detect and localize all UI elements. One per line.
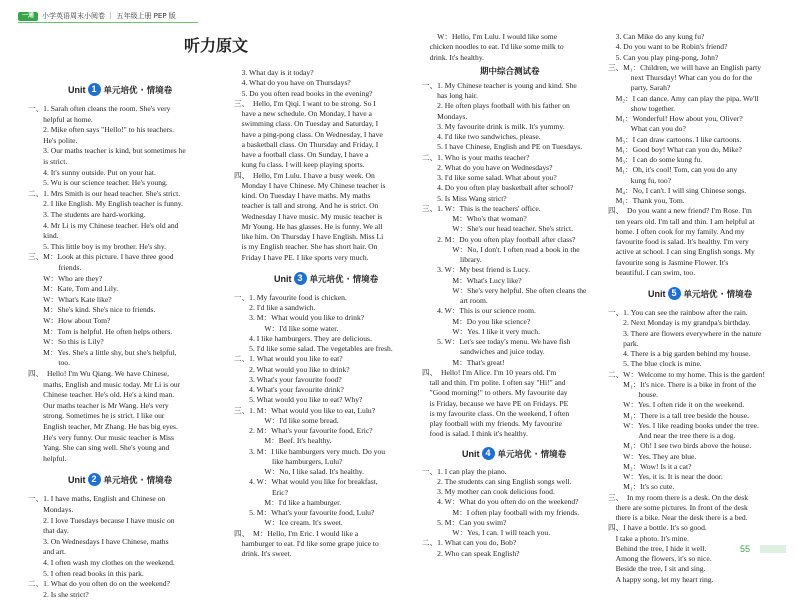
text-line: Friday I have PE. I like sports very much.: [234, 252, 369, 262]
text-line: has long hair.: [422, 91, 478, 100]
text-line: helpful.: [28, 453, 67, 463]
text-line: 4. What's your favourite drink?: [234, 385, 344, 394]
text-line: M₃：I can draw cartoons. I like cartoons.: [608, 134, 742, 144]
text-line: 5. I'd like some salad. The vegetables are fresh.: [234, 344, 393, 353]
text-line: 二、1. Who is your maths teacher?: [422, 152, 530, 162]
unit-word: Unit: [648, 289, 666, 299]
text-line: is Friday, because we have PE on Fridays. PE: [422, 398, 569, 408]
text-line: W：She's very helpful. She often cleans the: [422, 285, 587, 295]
text-line: 三、1. W：This is the teachers' office.: [422, 203, 541, 213]
text-line: What can you do?: [608, 124, 686, 134]
text-line: W：Hello, I'm Lulu. I would like some: [422, 32, 558, 41]
text-line: like hamburgers, Lulu?: [234, 456, 343, 466]
text-line: 四、 Hello! I'm Wu Qiang. We have Chinese,: [28, 369, 170, 378]
text-line: Monday I have Chinese. My Chinese teacher is: [234, 180, 386, 190]
text-line: M：Beef. It's healthy.: [234, 436, 332, 446]
text-line: is my favourite class. On the weekend, I often: [422, 408, 570, 418]
text-line: 3. On Wednesdays I have Chinese, maths: [28, 536, 169, 546]
text-line: 4. I often wash my clothes on the weekend.: [28, 558, 175, 567]
text-line: W：Yes. I like reading books under the tree.: [608, 420, 759, 430]
text-line: teacher is tall and strong. And he is strict. On: [234, 201, 379, 211]
text-line: Our maths teacher is Mr Wang. He's very: [28, 400, 169, 410]
text-line: 4. I'd like two sandwiches, please.: [422, 132, 541, 141]
text-line: 2. I'd like a sandwich.: [234, 303, 316, 312]
text-line: W：Yes, I can. I will teach you.: [422, 528, 551, 537]
text-line: 三、 Hello, I'm Qiqi. I want to be strong. So I: [234, 98, 376, 108]
text-line: 3. Can Mike do any kung fu?: [608, 32, 705, 41]
text-line: M₁：It's so cute.: [608, 482, 675, 492]
text-line: 3. What day is it today?: [234, 68, 314, 77]
text-line: active at school. I can sing English songs. My: [608, 247, 755, 257]
text-line: ten years old. I'm tall and thin. I am helpful at: [608, 216, 755, 226]
text-line: strong. Sometimes he is strict. I like our: [28, 411, 165, 421]
text-line: W：I'd like some bread.: [234, 415, 339, 425]
text-line: 3. There are flowers everywhere in the nature: [608, 328, 762, 338]
text-line: 5. I often read books in this park.: [28, 568, 144, 578]
text-line: beautiful. I can swim, too.: [608, 267, 696, 277]
text-line: M：That's great!: [422, 357, 505, 367]
text-line: 3. W：My best friend is Lucy.: [422, 265, 530, 275]
text-line: W：No, I like salad. It's healthy.: [234, 467, 364, 476]
text-line: 2. The students can sing English songs well.: [422, 476, 572, 486]
text-line: English teacher, Mr Zhang. He has big eyes.: [28, 422, 178, 431]
text-line: 4. Do you often play basketball after school?: [422, 183, 574, 193]
text-line: 5. The blue clock is mine.: [608, 359, 702, 369]
text-line: 四、I have a bottle. It's so good.: [608, 523, 707, 533]
text-line: 2. Next Monday is my grandpa's birthday.: [608, 318, 751, 328]
text-line: 一、1. My favourite food is chicken.: [234, 292, 347, 302]
text-line: 4. Do you want to be Robin's friend?: [608, 42, 728, 52]
page-number: 55: [740, 544, 751, 554]
text-line: Beside the tree, I sit and sing.: [608, 564, 706, 574]
text-line: 2. What would you like to drink?: [234, 364, 350, 374]
text-line: 2. I like English. My English teacher is funny.: [28, 199, 183, 209]
text-line: chicken noodles to eat. I'd like some milk to: [422, 42, 564, 52]
text-line: 5. W：Let's see today's menu. We have fish: [422, 337, 571, 346]
unit-number-badge: 1: [88, 83, 101, 96]
text-line: M₁：It's nice. There is a bike in front of the: [608, 379, 757, 389]
text-line: 2. Who can speak English?: [422, 548, 520, 558]
text-line: 四、 Do you want a new friend? I'm Rose. I'm: [608, 206, 752, 216]
text-line: 二、1. What can you do, Bob?: [422, 538, 517, 548]
text-line: house.: [608, 390, 658, 399]
text-line: 5. This little boy is my brother. He's shy.: [28, 241, 167, 251]
unit-label: 单元培优 · 情境卷: [103, 476, 173, 487]
unit-label: 单元培优 · 情境卷: [309, 274, 379, 285]
text-line: library.: [422, 255, 482, 264]
text-line: I take a photo. It's mine.: [608, 533, 689, 543]
text-line: 二、1. Mrs Smith is our head teacher. She's strict.: [28, 188, 181, 198]
text-line: M₄：No, I can't. I will sing Chinese songs.: [608, 185, 747, 195]
text-line: 三、M：Look at this picture. I have three good: [28, 252, 174, 262]
text-line: 5. Is Miss Wang strict?: [422, 193, 507, 203]
text-line: M₃：I can do some kung fu.: [608, 155, 703, 164]
text-line: He's polite.: [28, 135, 78, 145]
text-line: maths, English and music today. Mr Li is our: [28, 379, 181, 389]
unit-label: 单元培优 · 情境卷: [683, 290, 753, 300]
text-line: 三、1. M：What would you like to eat, Lulu?: [234, 405, 376, 415]
text-line: 2. Is she strict?: [28, 589, 89, 599]
text-line: 二、W：Welcome to my home. This is the garden!: [608, 369, 765, 379]
text-line: 3. I'd like some salad. What about you?: [422, 173, 557, 182]
text-line: Behind the tree, I hide it well.: [608, 543, 707, 553]
text-line: M：Yes. She's a little shy, but she's helpful,: [28, 347, 177, 357]
text-line: 4. It's sunny outside. Put on your hat.: [28, 167, 156, 177]
unit-heading: [462, 446, 566, 462]
text-line: W：Who are they?: [28, 273, 103, 283]
text-line: 二、1. What do you often do on the weekend?: [28, 579, 170, 589]
text-line: 四、 Hello! I'm Alice. I'm 10 years old. I'm: [422, 367, 557, 377]
text-line: W：She's our head teacher. She's strict.: [422, 224, 573, 234]
unit-heading: [68, 472, 172, 488]
text-line: 4. W：This is our science room.: [422, 306, 536, 316]
text-line: friends.: [28, 263, 82, 272]
text-line: Among the flowers, it's so nice.: [608, 554, 712, 563]
text-line: 2. Mike often says "Hello!" to his teachers.: [28, 125, 175, 135]
text-line: 2. What do you have on Wednesdays?: [422, 162, 553, 172]
text-line: art room.: [422, 296, 488, 305]
text-line: park.: [608, 338, 639, 348]
text-line: M₁：There is a tall tree beside the house.: [608, 410, 749, 420]
book-title: 小学英语周末小阅卷 ｜ 五年级上册 PEP 版: [42, 12, 176, 20]
unit-heading: [648, 286, 752, 302]
text-line: swimming class. On Tuesday and Saturday, I: [234, 119, 379, 129]
unit-number-badge: 4: [482, 447, 495, 460]
unit-label: 单元培优 · 情境卷: [497, 449, 567, 460]
text-line: M₁：Wonderful! How about you, Oliver?: [608, 114, 743, 123]
page-title: 听力原文: [184, 36, 249, 55]
text-line: W：What's Kate like?: [28, 294, 112, 304]
text-line: M₂：I can dance. Amy can play the pipa. We'll: [608, 93, 759, 103]
text-line: W：How about Tom?: [28, 316, 111, 325]
text-line: Mondays.: [422, 111, 468, 121]
text-line: 5. Do you often read books in the evening?: [234, 88, 373, 98]
series-logo: 一通: [18, 12, 38, 21]
text-line: And near the tree there is a dog.: [608, 431, 736, 440]
text-line: too.: [28, 358, 70, 368]
text-line: Wednesday I have music. My music teacher is: [234, 211, 383, 221]
text-line: He's very funny. Our music teacher is Miss: [28, 432, 174, 442]
text-line: 一、1. You can see the rainbow after the rain.: [608, 308, 748, 317]
text-line: sandwiches and juice today.: [422, 347, 545, 357]
text-line: 2. M：Do you often play football after class?: [422, 234, 576, 244]
text-line: 一、1. Sarah often cleans the room. She's very: [28, 104, 171, 113]
text-line: 4. What do you have on Thursdays?: [234, 78, 351, 88]
text-line: favourite song is Jasmine Flower. It's: [608, 257, 729, 267]
text-line: M：I'd like a hamburger.: [234, 497, 342, 507]
text-line: A happy song, let my heart ring.: [608, 574, 714, 584]
text-line: have a football class. On Sunday, I have a: [234, 150, 369, 159]
text-line: kind.: [28, 231, 59, 241]
text-line: 4. W：What would you like for breakfast,: [234, 477, 378, 487]
text-line: M₂：Wow! Is it a cat?: [608, 461, 692, 471]
text-line: play football with my friends. My favourite: [422, 419, 562, 428]
text-line: M₁：Oh! I see two birds above the house.: [608, 441, 752, 451]
text-line: like him. On Thursday I have English. Miss Li: [234, 232, 384, 241]
unit-heading: [68, 82, 172, 98]
text-line: 3. Our maths teacher is kind, but sometimes he: [28, 146, 186, 156]
text-line: 一、1. I can play the piano.: [422, 466, 507, 476]
text-line: W：So this is Lily?: [28, 337, 104, 347]
text-line: M₁：Thank you, Tom.: [608, 196, 685, 205]
text-line: 2. He often plays football with his father on: [422, 101, 570, 111]
text-line: W：No, I don't. I often read a book in the: [422, 244, 580, 254]
text-line: 2. I love Tuesdays because I have music on: [28, 515, 175, 525]
text-line: M：Tom is helpful. He often helps others.: [28, 326, 173, 336]
text-line: 3. What's your favourite food?: [234, 374, 342, 384]
text-line: 5. M：Can you swim?: [422, 517, 507, 527]
text-line: a basketball class. On Thursday and Friday, I: [234, 139, 379, 149]
text-line: and art.: [28, 547, 66, 557]
text-line: M₁：Oh, it's cool! Tom, can you do any: [608, 165, 738, 175]
text-line: kind. On Tuesday I have maths. My maths: [234, 191, 371, 200]
unit-word: Unit: [68, 475, 86, 486]
unit-word: Unit: [462, 448, 480, 459]
text-line: 四、 Hello, I'm Lulu. I have a busy week. On: [234, 170, 375, 180]
text-line: M：She's kind. She's nice to friends.: [28, 305, 156, 315]
text-line: 一、1. I have maths, English and Chinese on: [28, 494, 166, 504]
text-line: 3. My favourite drink is milk. It's yummy.: [422, 121, 565, 131]
text-line: "Good morning!" to others. My favourite day: [422, 388, 568, 398]
text-line: 4. There is a big garden behind my house.: [608, 349, 751, 358]
text-line: W：Yes. I like it very much.: [422, 326, 540, 336]
section-title: 期中综合测试卷: [480, 66, 540, 77]
unit-word: Unit: [274, 273, 292, 284]
text-line: 4. Mr Li is my Chinese teacher. He's old and: [28, 220, 179, 230]
unit-label: 单元培优 · 情境卷: [103, 86, 173, 96]
text-line: M：I often play football with my friends.: [422, 507, 580, 517]
text-line: 3. M：What would you like to drink?: [234, 313, 365, 323]
text-line: 二、1. What would you like to eat?: [234, 354, 343, 364]
text-line: is strict.: [28, 157, 68, 166]
text-line: party, Sarah?: [608, 83, 671, 93]
text-line: M：What's Lucy like?: [422, 275, 522, 285]
text-line: have a ping-pong class. On Wednesday, I have: [234, 129, 383, 139]
text-line: 4. I like hamburgers. They are delicious.: [234, 333, 372, 343]
text-line: food is salad. I think it's healthy.: [422, 429, 528, 439]
text-line: M：Who's that woman?: [422, 214, 527, 223]
text-line: home. I often cook for my family. And my: [608, 226, 745, 236]
text-line: tall and thin. I'm polite. I often say "Hi!" and: [422, 378, 566, 387]
text-line: M：Do you like science?: [422, 316, 531, 326]
unit-number-badge: 2: [88, 473, 101, 486]
text-line: Mondays.: [28, 505, 74, 514]
text-line: M₁：Good boy! What can you do, Mike?: [608, 144, 742, 154]
text-line: W：Ice cream. It's sweet.: [234, 518, 343, 528]
text-line: kung fu, too?: [608, 175, 672, 185]
text-line: W：Yes, it is. It is near the door.: [608, 472, 723, 481]
text-line: favourite food is salad. It's healthy. I'm very: [608, 237, 749, 246]
unit-number-badge: 3: [294, 272, 307, 285]
text-line: that day.: [28, 526, 69, 536]
text-line: 四、 M：Hello, I'm Eric. I would like a: [234, 528, 359, 538]
text-line: is my English teacher. She has short hair. On: [234, 242, 378, 252]
text-line: have a new schedule. On Monday, I have a: [234, 109, 372, 118]
text-line: Mr Young. He has glasses. He is funny. We all: [234, 221, 383, 231]
text-line: 5. Can you play ping-pong, John?: [608, 52, 719, 62]
header-divider: [18, 22, 198, 23]
text-line: 3. The students are hard-working.: [28, 210, 146, 219]
text-line: M：Kate, Tom and Lily.: [28, 284, 119, 294]
text-line: 3. M：I like hamburgers very much. Do you: [234, 446, 386, 456]
text-line: 一、1. My Chinese teacher is young and kind. She: [422, 80, 577, 90]
text-line: 4. W：What do you often do on the weekend?: [422, 497, 579, 507]
page-number-bar: [760, 545, 786, 553]
text-line: next Thursday! What can you do for the: [608, 73, 753, 82]
text-line: there are some pictures. In front of the desk: [608, 502, 748, 512]
text-line: there is a bike. Near the desk there is a bed.: [608, 513, 748, 522]
text-line: drink. It's healthy.: [422, 52, 485, 62]
page-header: [0, 0, 800, 22]
text-line: W：I'd like some water.: [234, 323, 339, 333]
text-line: Yang. She can sing well. She's young and: [28, 443, 170, 453]
unit-number-badge: 5: [668, 287, 681, 300]
unit-word: Unit: [68, 85, 86, 95]
text-line: hamburger to eat. I'd like some grape juice to: [234, 538, 379, 548]
text-line: 5. M：What's your favourite food, Lulu?: [234, 508, 375, 517]
text-line: Eric?: [234, 487, 288, 497]
text-line: W：Yes. They are blue.: [608, 451, 697, 461]
unit-heading: [274, 271, 378, 287]
text-line: 3. My mother can cook delicious food.: [422, 487, 555, 496]
text-line: 5. Wu is our science teacher. He's young.: [28, 178, 168, 188]
text-line: show together.: [608, 103, 676, 113]
text-line: helpful at home.: [28, 114, 93, 124]
text-line: 2. M：What's your favourite food, Eric?: [234, 426, 373, 435]
text-line: 三、M₁：Children, we will have an English party: [608, 62, 762, 72]
text-line: Chinese teacher. He's old. He's a kind man.: [28, 390, 175, 400]
text-line: drink. It's sweet.: [234, 549, 292, 558]
text-line: 三、 In my room there is a desk. On the desk: [608, 492, 749, 502]
text-line: 5. What would you like to eat? Why?: [234, 395, 363, 405]
text-line: 5. I have Chinese, English and PE on Tuesdays.: [422, 142, 583, 152]
text-line: W：Yes. I often ride it on the weekend.: [608, 400, 745, 410]
text-line: kung fu class. I will keep playing sports.: [234, 160, 365, 170]
